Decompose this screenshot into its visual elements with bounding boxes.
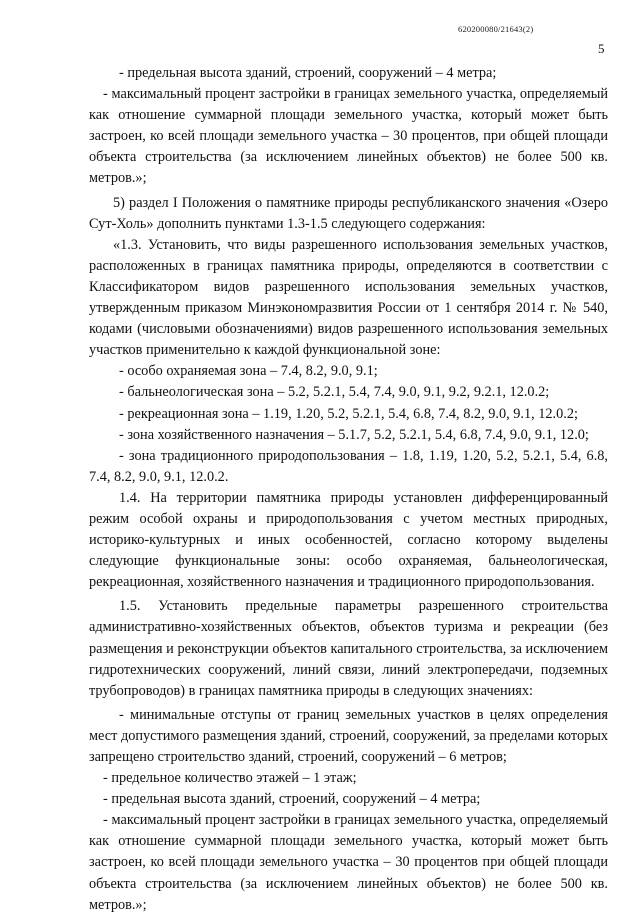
list-item-max-floors: - предельное количество этажей – 1 этаж; <box>103 770 357 787</box>
document-registration-number: 620200080/21643(2) <box>458 24 534 34</box>
page-number: 5 <box>598 41 605 56</box>
paragraph-max-height: - предельная высота зданий, строений, сооружений – 4 метра; <box>119 65 497 81</box>
list-item-zone-recreational: - рекреационная зона – 1.19, 1.20, 5.2, 5.2.1, 5.4, 6.8, 7.4, 8.2, 9.0, 9.1, 12.0.2; <box>119 405 578 422</box>
list-item-zone-balneological: - бальнеологическая зона – 5.2, 5.2.1, 5.4, 7.4, 9.0, 9.1, 9.2, 9.2.1, 12.0.2; <box>119 384 550 401</box>
document-body <box>89 63 608 916</box>
paragraph-1-4: 1.4. На территории памятника природы установлен дифференцированный режим особой охраны и природопользования с учетом местных природных, историко-культурных и иных особенностей, согласно которому выделены следующие функциональные зоны: особо охраняемая, бальнеологическая, рекреационная, хозяйственного назначения и традиционного природопользования. <box>89 489 608 591</box>
list-item-min-setbacks: - минимальные отступы от границ земельных участков в целях определения мест допустимого размещения зданий, строений, сооружений, за пределами которых запрещено строительство зданий, строений, сооружений – 6 метров; <box>89 706 608 765</box>
list-item-zone-traditional: - зона традиционного природопользования – 1.8, 1.19, 1.20, 5.2, 5.2.1, 5.4, 6.8, 7.4, 8.2, 9.0, 9.1, 12.0.2. <box>89 447 608 485</box>
paragraph-1-3: «1.3. Установить, что виды разрешенного использования земельных участков, расположенных в границах памятника природы, определяются в соответствии с Классификатором видов разрешенного использования земельных участков, утвержденным приказом Минэкономразвития России от 1 сентября 2014 г. № 540, кодами (числовыми обозначениями) видов разрешенного использования земельных участков применительно к каждой функциональной зоне: <box>89 236 608 359</box>
list-item-max-coverage: - максимальный процент застройки в границах земельного участка, определяемый как отношение суммарной площади земельного участка, который может быть застроен, ко всей площади земельного участка – 30 процентов при общей площади объекта строительства (за исключением линейных объектов) не более 500 кв. метров.»; <box>89 812 608 913</box>
list-item-zone-protected: - особо охраняемая зона – 7.4, 8.2, 9.0, 9.1; <box>119 363 378 380</box>
paragraph-amendment-5: 5) раздел I Положения о памятнике природы республиканского значения «Озеро Сут-Холь» дополнить пунктами 1.3-1.5 следующего содержания: <box>89 194 608 232</box>
list-item-max-height: - предельная высота зданий, строений, сооружений – 4 метра; <box>103 791 481 808</box>
paragraph-max-coverage: - максимальный процент застройки в границах земельного участка, определяемый как отношение суммарной площади земельного участка, который может быть застроен, ко всей площади земельного участка – 30 процентов, при общей площади объекта строительства (за исключением линейных объектов) не более 500 кв. метров.»; <box>89 86 608 187</box>
paragraph-1-5: 1.5. Установить предельные параметры разрешенного строительства административно-хозяйственных объектов, объектов туризма и рекреации (без размещения и реконструкции объектов капитального строительства, за исключением гидротехнических сооружений, линий связи, линий электропередачи, подземных трубопроводов) в границах памятника природы в следующих значениях: <box>89 598 608 699</box>
list-item-zone-economic: - зона хозяйственного назначения – 5.1.7, 5.2, 5.2.1, 5.4, 6.8, 7.4, 9.0, 9.1, 12.0; <box>119 426 589 443</box>
